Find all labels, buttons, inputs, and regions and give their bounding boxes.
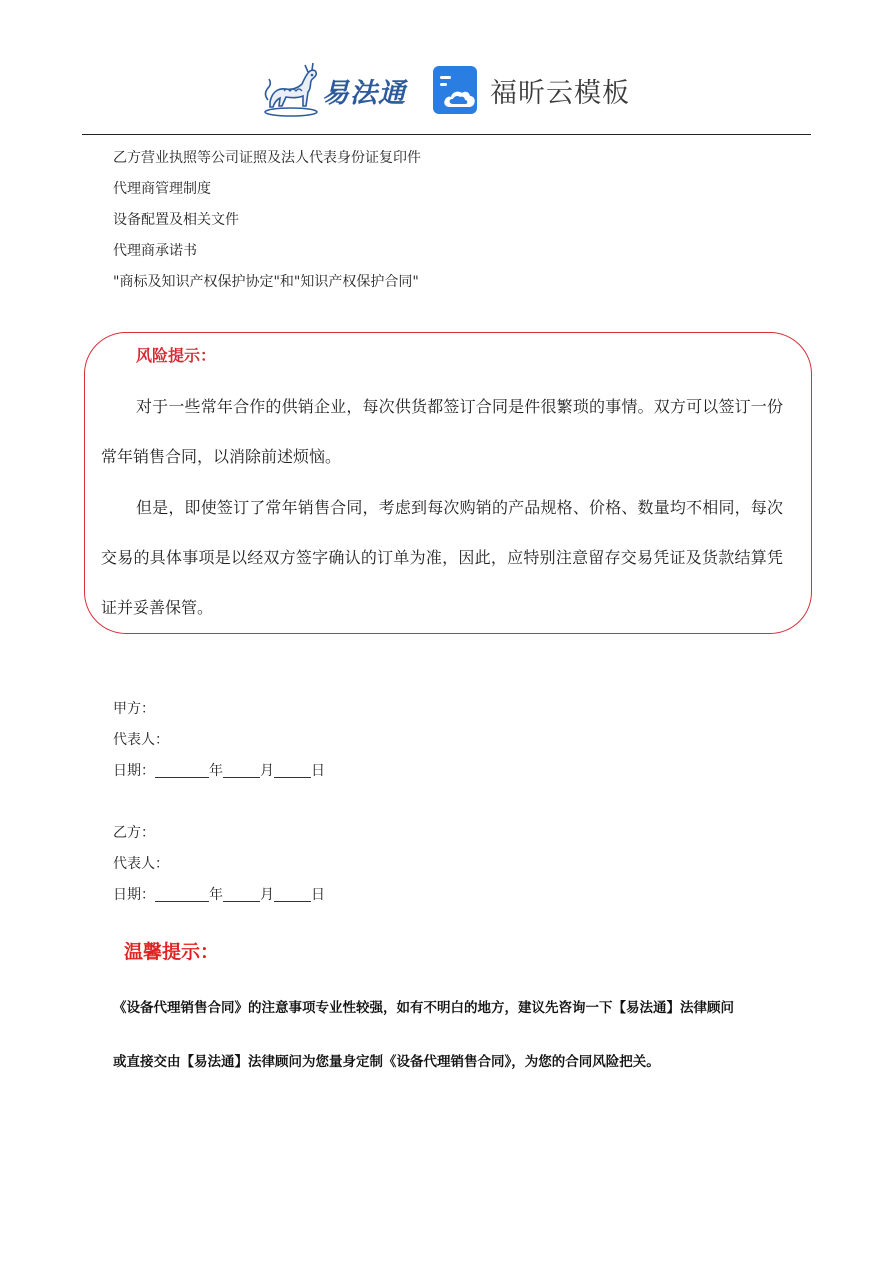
yifatong-logo-text: 易法通 [322,77,406,109]
month-label: 月 [260,763,274,779]
warm-tip-line: 《设备代理销售合同》的注意事项专业性较强，如有不明白的地方，建议先咨询一下【易法通】法律顾问 [113,1000,734,1016]
month-label: 月 [260,887,274,903]
day-blank[interactable] [274,761,311,778]
month-blank[interactable] [223,885,260,902]
year-blank[interactable] [155,885,209,902]
year-blank[interactable] [155,761,209,778]
party-a-date-line [113,756,325,787]
header-divider [82,134,811,135]
attachment-item: 代理商管理制度 [113,181,211,197]
cloud-document-icon [432,65,480,115]
qilin-icon [262,62,320,118]
warm-tip-title: 温馨提示： [124,941,220,963]
foxit-template-text: 福昕云模板 [490,77,630,109]
attachment-item: 乙方营业执照等公司证照及法人代表身份证复印件 [113,150,421,166]
date-label: 日期： [113,763,155,779]
party-b-date-line [113,880,325,911]
risk-notice-paragraph: 但是，即使签订了常年销售合同，考虑到每次购销的产品规格、价格、数量均不相同，每次交易的具体事项是以经双方签字确认的订单为准，因此，应特别注意留存交易凭证及货款结算凭证并妥善保管。 [101,498,783,617]
risk-notice-title: 风险提示： [136,346,217,365]
day-blank[interactable] [274,885,311,902]
party-b-signature-block [113,818,325,911]
attachment-item: "商标及知识产权保护协定"和"知识产权保护合同" [113,274,419,290]
month-blank[interactable] [223,761,260,778]
day-label: 日 [311,763,325,779]
header-logos [262,62,630,118]
risk-notice-paragraph: 对于一些常年合作的供销企业，每次供货都签订合同是件很繁琐的事情。双方可以签订一份常年销售合同，以消除前述烦恼。 [101,397,783,466]
party-a-signature-block [113,694,325,787]
attachment-list [113,143,421,298]
day-label: 日 [311,887,325,903]
foxit-template-logo [432,65,630,115]
party-b-label: 乙方： [113,825,155,841]
party-a-label: 甲方： [113,701,155,717]
warm-tip-line: 或直接交由【易法通】法律顾问为您量身定制《设备代理销售合同》，为您的合同风险把关。 [113,1054,660,1070]
attachment-item: 设备配置及相关文件 [113,212,239,228]
yifatong-logo [262,62,406,118]
party-a-representative-label: 代表人： [113,732,169,748]
year-label: 年 [209,763,223,779]
year-label: 年 [209,887,223,903]
attachment-item: 代理商承诺书 [113,243,197,259]
date-label: 日期： [113,887,155,903]
party-b-representative-label: 代表人： [113,856,169,872]
